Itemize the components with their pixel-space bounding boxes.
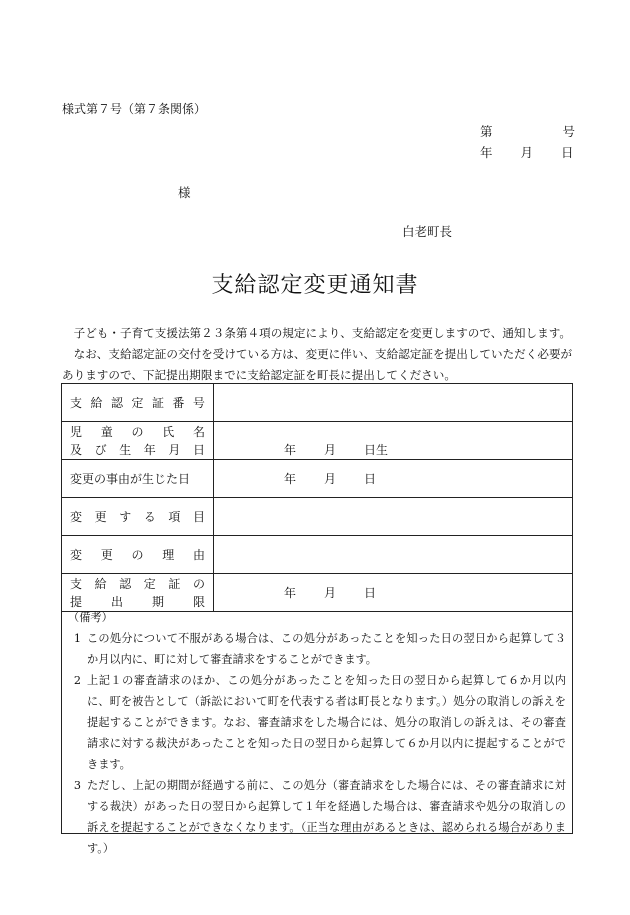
label-char: 日 bbox=[192, 442, 205, 457]
label-char: の bbox=[131, 424, 144, 439]
change-item-label bbox=[62, 498, 214, 536]
label-char: び bbox=[94, 442, 107, 457]
label-char: る bbox=[143, 509, 156, 524]
label-char: 支 bbox=[70, 395, 83, 410]
remark-item bbox=[62, 670, 572, 775]
label-char: 年 bbox=[143, 442, 156, 457]
notification-table bbox=[61, 383, 573, 612]
label-char: 由 bbox=[192, 547, 205, 562]
label-char: 児 bbox=[70, 424, 83, 439]
change-item-value bbox=[214, 498, 573, 536]
label-char: 定 bbox=[143, 576, 156, 591]
label-char: 名 bbox=[192, 424, 205, 439]
intro-paragraph-1: 子ども・子育て支援法第２３条第４項の規定により、支給認定を変更しますので、通知します。 bbox=[73, 326, 571, 340]
date-year: 年 bbox=[480, 145, 493, 160]
label-char: す bbox=[119, 509, 132, 524]
label-char: 項 bbox=[168, 509, 181, 524]
label-char: 番 bbox=[172, 395, 185, 410]
label-char: 更 bbox=[100, 547, 113, 562]
label-char: 給 bbox=[90, 395, 103, 410]
deadline-label bbox=[62, 574, 214, 612]
change-date-value bbox=[214, 460, 573, 498]
label-char: 証 bbox=[168, 576, 181, 591]
label-char: 号 bbox=[192, 395, 205, 410]
label-chars bbox=[62, 508, 213, 526]
date-day: 日 bbox=[561, 145, 574, 160]
change-day: 日 bbox=[364, 472, 377, 486]
row-deadline bbox=[62, 574, 573, 612]
label-char: 限 bbox=[192, 594, 205, 609]
issuer: 白老町長 bbox=[402, 224, 453, 239]
page-title: 支給認定変更通知書 bbox=[211, 273, 419, 298]
row-child bbox=[62, 422, 573, 460]
remark-item bbox=[62, 775, 572, 859]
label-char: 認 bbox=[110, 395, 123, 410]
label-char: 出 bbox=[110, 594, 123, 609]
child-label bbox=[62, 422, 214, 460]
row-cert-number bbox=[62, 384, 573, 422]
date-month: 月 bbox=[520, 145, 534, 160]
row-change-reason bbox=[62, 536, 573, 574]
row-change-date bbox=[62, 460, 573, 498]
remark-number: 1 bbox=[73, 632, 81, 645]
label-char: 変 bbox=[70, 547, 83, 562]
remark-number: 2 bbox=[73, 674, 81, 687]
remark-text: この処分について不服がある場合は、この処分があったことを知った日の翌日から起算して３か月以内に、町に対して審査請求をすることができます。 bbox=[87, 632, 566, 666]
deadline-month: 月 bbox=[324, 586, 337, 600]
cert-number-label bbox=[62, 384, 214, 422]
deadline-value bbox=[214, 574, 573, 612]
label-chars bbox=[62, 423, 213, 441]
remark-text: ただし、上記の期間が経過する前に、この処分（審査請求をした場合には、その審査請求に対する裁決）があった日の翌日から起算して１年を経過した場合は、審査請求や処分の取消しの訴えを提起することができなくなります。（正当な理由があるときは、認められる場合があります。） bbox=[87, 779, 566, 855]
label-char: 支 bbox=[70, 576, 83, 591]
label-chars bbox=[62, 394, 213, 412]
birth-month: 月 bbox=[324, 442, 337, 457]
label-char: 提 bbox=[70, 594, 83, 609]
label-char: 給 bbox=[94, 576, 107, 591]
label-char: 及 bbox=[70, 442, 83, 457]
label-char: 変 bbox=[70, 509, 83, 524]
remarks-list bbox=[62, 628, 572, 859]
child-value bbox=[214, 422, 573, 460]
label-char: の bbox=[131, 547, 144, 562]
issue-date bbox=[480, 143, 574, 161]
label-char: 理 bbox=[162, 547, 175, 562]
label-char: 期 bbox=[151, 594, 164, 609]
remark-item bbox=[62, 628, 572, 670]
label-char: 童 bbox=[100, 424, 113, 439]
number-suffix: 号 bbox=[562, 124, 576, 139]
row-change-item bbox=[62, 498, 573, 536]
label-char: 証 bbox=[151, 395, 164, 410]
deadline-year: 年 bbox=[284, 586, 297, 600]
label-char: 生 bbox=[119, 442, 132, 457]
label-chars bbox=[62, 546, 213, 564]
intro-text bbox=[62, 323, 574, 386]
remark-text: 上記１の審査請求のほか、この処分があったことを知った日の翌日から起算して６か月以内に、町を被告として（訴訟において町を代表する者は町長となります。）処分の取消しの訴えを提起することができます。なお、審査請求をした場合には、処分の取消しの訴えは、その審査請求に対する裁決があったことを知った日の翌日から起算して６か月以内に提起することができます。 bbox=[87, 674, 566, 771]
remarks-box bbox=[61, 607, 573, 855]
change-year: 年 bbox=[284, 472, 297, 486]
label-chars bbox=[62, 441, 213, 459]
label-char: 定 bbox=[131, 395, 144, 410]
document-number bbox=[480, 122, 575, 140]
label-char: 目 bbox=[192, 509, 205, 524]
addressee: 様 bbox=[178, 185, 191, 200]
label-char: 氏 bbox=[162, 424, 175, 439]
cert-number-value bbox=[214, 384, 573, 422]
label-chars bbox=[62, 575, 213, 593]
label-char: の bbox=[192, 576, 205, 591]
label-char: 認 bbox=[119, 576, 132, 591]
deadline-day: 日 bbox=[364, 586, 377, 600]
remarks-heading: （備考） bbox=[68, 611, 113, 624]
form-number: 様式第７号（第７条関係） bbox=[62, 102, 207, 116]
remark-number: 3 bbox=[73, 779, 81, 792]
birth-year: 年 bbox=[284, 442, 297, 457]
intro-paragraph-2: なお、支給認定証の交付を受けている方は、変更に伴い、支給認定証を提出していただく必要がありますので、下記提出期限までに支給認定証を町長に提出してください。 bbox=[62, 347, 573, 382]
change-reason-label bbox=[62, 536, 214, 574]
label-char: 月 bbox=[168, 442, 181, 457]
label-char: 更 bbox=[94, 509, 107, 524]
change-reason-value bbox=[214, 536, 573, 574]
birth-day: 日生 bbox=[364, 442, 389, 457]
change-date-label: 変更の事由が生じた日 bbox=[62, 460, 214, 498]
change-month: 月 bbox=[324, 472, 337, 486]
number-prefix: 第 bbox=[480, 124, 493, 139]
